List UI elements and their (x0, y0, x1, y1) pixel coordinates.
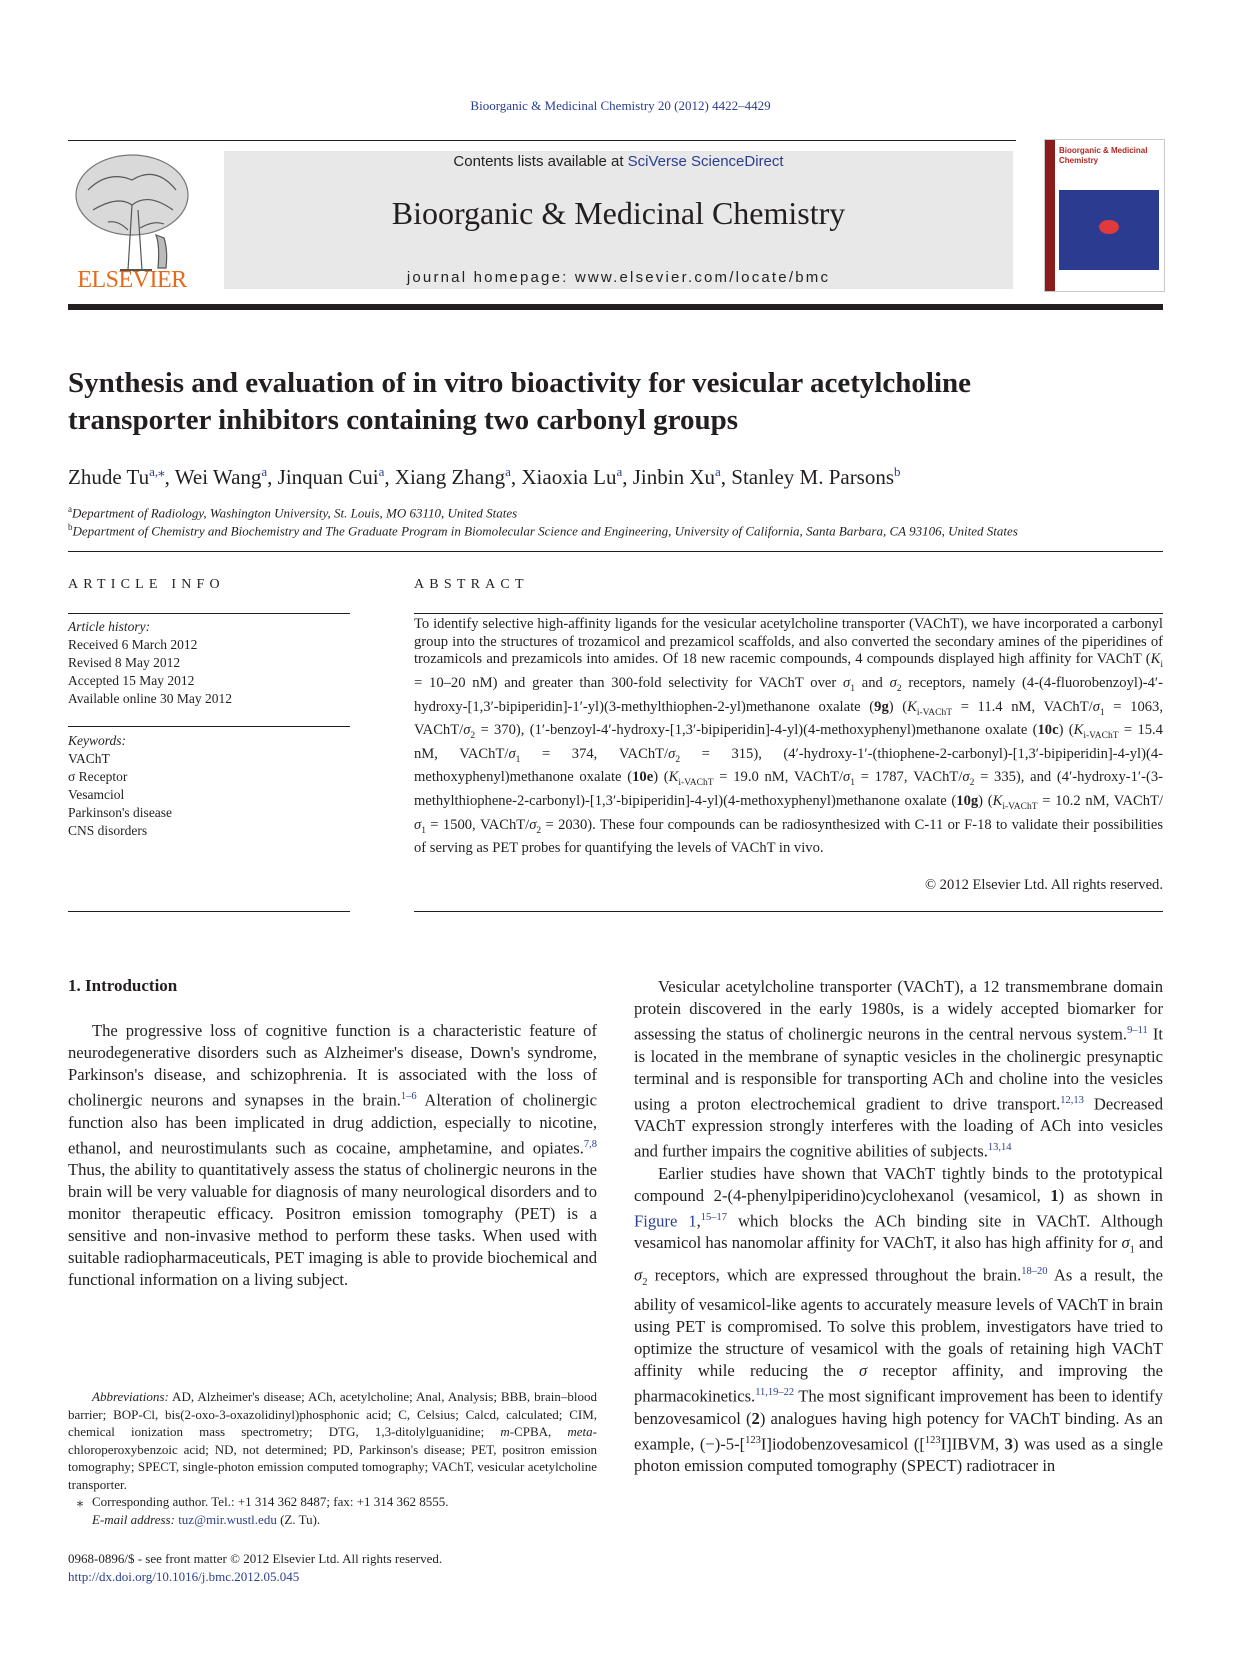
elsevier-logo (68, 150, 196, 298)
corresponding-author-footnote (68, 1493, 597, 1511)
journal-citation[interactable]: Bioorganic & Medicinal Chemistry 20 (2012) 4422–4429 (470, 98, 771, 113)
email-label: E-mail address: (92, 1511, 175, 1527)
cover-spine (1045, 140, 1055, 291)
contents-prefix: Contents lists available at (453, 153, 628, 170)
affiliation-text: Department of Chemistry and Biochemistry and The Graduate Program in Biomolecular Science and Engineering, University of California, Santa Barbara, CA 93106, United States (72, 523, 1018, 539)
keywords-rule (68, 726, 350, 727)
affiliation-mark: a (68, 504, 72, 514)
article-title (68, 365, 1168, 439)
sciencedirect-link[interactable]: SciVerse ScienceDirect (627, 153, 784, 170)
intro-paragraph: Vesicular acetylcholine transporter (VAChT), a 12 transmembrane domain protein discovered in the early 1980s, is a widely accepted biomarker for assessing the status of cholinergic neurons in the central nervous system.$^{9-11}$ It is located in the membrane of synaptic vesicles in the cholinergic presynaptic terminal and is responsible for transporting ACh and choline into the vesicles using a proton electrochemical gradient to drive transport.$^{12,13}$ Decreased VAChT expression strongly interferes with the loading of ACh into vesicles and further impairs the cognitive abilities of subjects.$^{13,14}$ (634, 977, 1163, 1161)
introduction-heading: 1. Introduction (68, 976, 178, 995)
affiliation-text: Department of Radiology, Washington University, St. Louis, MO 63110, United States (72, 505, 518, 521)
keyword: VAChT (68, 751, 110, 766)
history-item: Accepted 15 May 2012 (68, 673, 195, 688)
intro-paragraph: The progressive loss of cognitive function is a characteristic feature of neurodegenerative disorders such as Alzheimer's disease, Down's syndrome, Parkinson's disease, and schizophrenia. It is associated with the loss of cholinergic neurons and synapses in the brain.$^{1-6}$ Alteration of cholinergic function also has been implicated in drug addiction, especially to nicotine, ethanol, and neurostimulants such as cocaine, amphetamine, and opiates.$^{7,8}$ Thus, the ability to quantitatively assess the status of cholinergic neurons in the brain will be very valuable for diagnosis of many neurological disorders and to monitor therapeutic efficacy. Positron emission tomography (PET) is a sensitive and non-invasive method to perform these tasks. When used with suitable radiopharmaceuticals, PET imaging is able to provide biochemical and functional information on a living subject. (68, 1021, 597, 1290)
intro-column-left (68, 1020, 597, 1291)
reference-link[interactable]: 12,13 (1060, 1094, 1084, 1106)
journal-homepage[interactable]: journal homepage: www.elsevier.com/locate/bmc (406, 269, 831, 286)
header-thick-rule (68, 304, 1163, 310)
asterisk-icon: ⁎ (76, 1494, 84, 1509)
journal-cover-thumbnail (1044, 139, 1165, 292)
author[interactable]: Wei Wang (174, 465, 262, 489)
title-line-2: transporter inhibitors containing two carbonyl groups (68, 404, 739, 436)
reference-link[interactable]: 15–17 (700, 1211, 728, 1223)
intro-paragraph: Earlier studies have shown that VAChT tightly binds to the prototypical compound 2-(4-phenylpiperidino)cyclohexanol (vesamicol, 1) as shown in Figure 1,$^{15-17}$ which blocks the ACh binding site in VAChT. Although vesamicol has nanomolar affinity for VAChT, it also has high affinity for $\sigma_1$ and $\sigma_2$ receptors, which are expressed throughout the brain.$^{18-20}$ As a result, the ability of vesamicol-like agents to accurately measure levels of VAChT in brain using PET is compromised. To solve this problem, investigators have tried to optimize the structure of vesamicol with the goals of retaining high VAChT affinity while reducing the σ receptor affinity, and improving the pharmacokinetics.$^{11,19-22}$ The most significant improvement has been to identify benzovesamicol (2) analogues having high potency for VAChT binding. As an example, (−)-5-[$^{123}$I]iodobenzovesamicol ([$^{123}$I]IBVM, 3) was used as a single photon emission computed tomography (SPECT) radiotracer in (634, 1163, 1163, 1476)
abstract-bottom-rule (414, 911, 1163, 912)
history-item: Available online 30 May 2012 (68, 691, 232, 706)
title-line-1: Synthesis and evaluation of in vitro bioactivity for vesicular acetylcholine (68, 367, 972, 399)
keyword: CNS disorders (68, 823, 148, 838)
author[interactable]: Zhude Tu (68, 465, 150, 489)
journal-name: Bioorganic & Medicinal Chemistry (391, 195, 846, 231)
author[interactable]: Xiaoxia Lu (521, 465, 617, 489)
author[interactable]: Stanley M. Parsons (731, 465, 895, 489)
doi-link[interactable]: http://dx.doi.org/10.1016/j.bmc.2012.05.045 (68, 1568, 300, 1584)
keyword: Vesamciol (68, 787, 125, 802)
issn-line: 0968-0896/$ - see front matter © 2012 Elsevier Ltd. All rights reserved. (68, 1551, 443, 1566)
keyword: σ Receptor (68, 769, 128, 784)
reference-link[interactable]: 1–6 (400, 1091, 417, 1102)
article-info-rule (68, 613, 350, 614)
publisher-wordmark: ELSEVIER (77, 267, 187, 293)
author-affiliation-mark[interactable]: b (894, 464, 901, 479)
author-affiliation-mark[interactable]: a (715, 464, 721, 479)
article-info-heading: ARTICLE INFO (68, 577, 225, 592)
affiliation-b (68, 519, 1168, 539)
footnotes (68, 1388, 597, 1528)
cover-title: Bioorganic & Medicinal Chemistry (1059, 146, 1148, 165)
author[interactable]: Jinbin Xu (632, 465, 715, 489)
author-affiliation-mark[interactable]: a (261, 464, 268, 479)
contents-line (224, 153, 1013, 170)
abstract-heading: ABSTRACT (414, 577, 529, 592)
author-affiliation-mark[interactable]: a (378, 464, 385, 479)
abstract-copyright: © 2012 Elsevier Ltd. All rights reserved. (924, 877, 1163, 893)
keywords (68, 732, 350, 840)
reference-link[interactable]: 7,8 (583, 1138, 597, 1150)
figure-link[interactable]: Figure 1 (634, 1211, 697, 1231)
email-footnote (68, 1511, 597, 1529)
article-info-bottom-rule (68, 911, 350, 912)
affiliation-rule (68, 551, 1163, 552)
author-affiliation-mark[interactable]: a (616, 464, 623, 479)
author-affiliation-mark[interactable]: a (505, 464, 511, 479)
affiliation-mark: b (68, 522, 73, 532)
history-item: Revised 8 May 2012 (68, 655, 181, 670)
abbreviations-label: Abbreviations: (92, 1389, 169, 1404)
header-rule (68, 140, 1016, 141)
intro-column-right (634, 976, 1163, 1477)
cover-artwork (1059, 190, 1159, 270)
reference-link[interactable]: 13,14 (987, 1142, 1012, 1154)
abstract-text: To identify selective high-affinity ligands for the vesicular acetylcholine transporter (VAChT), we have incorporated a carbonyl group into the structures of trozamicol and prezamicol scaffolds, and also converted the secondary amines of the piperidines of trozamicols and prezamicols into amides. Of 18 new racemic compounds, 4 compounds displayed high affinity for VAChT ($K_i = 10-20$ nM) and greater than 300-fold selectivity for VAChT over $\sigma_1$ and $\sigma_2$ receptors, namely (4-(4-fluorobenzoyl)-4′-hydroxy-[1,3′-bipiperidin]-1′-yl)(3-methylthiophen-2-yl)methanone oxalate (9g) ($K_{i-VAChT} = 11.4$ nM, VAChT/$\sigma_1 = 1063$, VAChT/$\sigma_2 = 370$), (1′-benzoyl-4′-hydroxy-[1,3′-bipiperidin]-4-yl)(4-methoxyphenyl)methanone oxalate (10c) ($K_{i-VAChT} = 15.4$ nM, VAChT/$\sigma_1 = 374$, VAChT/$\sigma_2 = 315$), (4′-hydroxy-1′-(thiophene-2-carbonyl)-[1,3′-bipiperidin]-4-yl)(4-methoxyphenyl)methanone oxalate (10e) ($K_{i-VAChT} = 19.0$ nM, VAChT/$\sigma_1 = 1787$, VAChT/$\sigma_2 = 335$), and (4′-hydroxy-1′-(3-methylthiophene-2-carbonyl)-[1,3′-bipiperidin]-4-yl)(4-methoxyphenyl)methanone oxalate (10g) ($K_{i-VAChT} = 10.2$ nM, VAChT/$\sigma_1 = 1500$, VAChT/$\sigma_2 = 2030$). These four compounds can be radiosynthesized with C-11 or F-18 to validate their possibilities of serving as PET probes for quantifying the levels of VAChT in vivo. (414, 616, 1164, 857)
corresponding-text: Corresponding author. Tel.: +1 314 362 8487; fax: +1 314 362 8555. (92, 1494, 449, 1509)
reference-link[interactable]: 18–20 (1021, 1266, 1048, 1278)
keywords-label: Keywords: (68, 733, 126, 748)
reference-link[interactable]: 9–11 (1127, 1025, 1148, 1036)
email-suffix: (Z. Tu). (276, 1511, 321, 1527)
abbreviations-footnote: Abbreviations: AD, Alzheimer's disease; ACh, acetylcholine; Anal, Analysis; BBB, brain–blood barrier; BOP-Cl, bis(2-oxo-3-oxazolidinyl)phosphonic acid; C, Celsius; Calcd, calculated; CIM, chemical ionization mass spectrometry; DTG, 1,3-ditolylguanidine; m-CPBA, meta-chloroperoxybenzoic acid; ND, not determined; PD, Parkinson's disease; PET, positron emission tomography; SPECT, single-photon emission computed tomography; VAChT, vesicular acetylcholine transporter. (68, 1389, 597, 1492)
page-footer (68, 1550, 442, 1585)
history-label: Article history: (68, 619, 151, 634)
keyword: Parkinson's disease (68, 805, 173, 820)
author-affiliation-mark[interactable]: a,⁎ (149, 464, 165, 479)
abstract-rule (414, 613, 1163, 614)
reference-link[interactable]: 11,19–22 (755, 1387, 795, 1399)
author[interactable]: Xiang Zhang (394, 465, 506, 489)
author-list: Zhude $Tu^{a,⁎}$, Wei Wang$^a$, Jinquan Cui$^a$, Xiang Zhang$^a$, Xiaoxia Lu$^a$, Jinbin Xu$^a$, Stanley M. Parsons$^b$ (68, 464, 901, 489)
author-email-link[interactable]: tuz@mir.wustl.edu (178, 1511, 277, 1527)
article-history (68, 618, 350, 708)
author[interactable]: Jinquan Cui (277, 465, 379, 489)
history-item: Received 6 March 2012 (68, 637, 198, 652)
